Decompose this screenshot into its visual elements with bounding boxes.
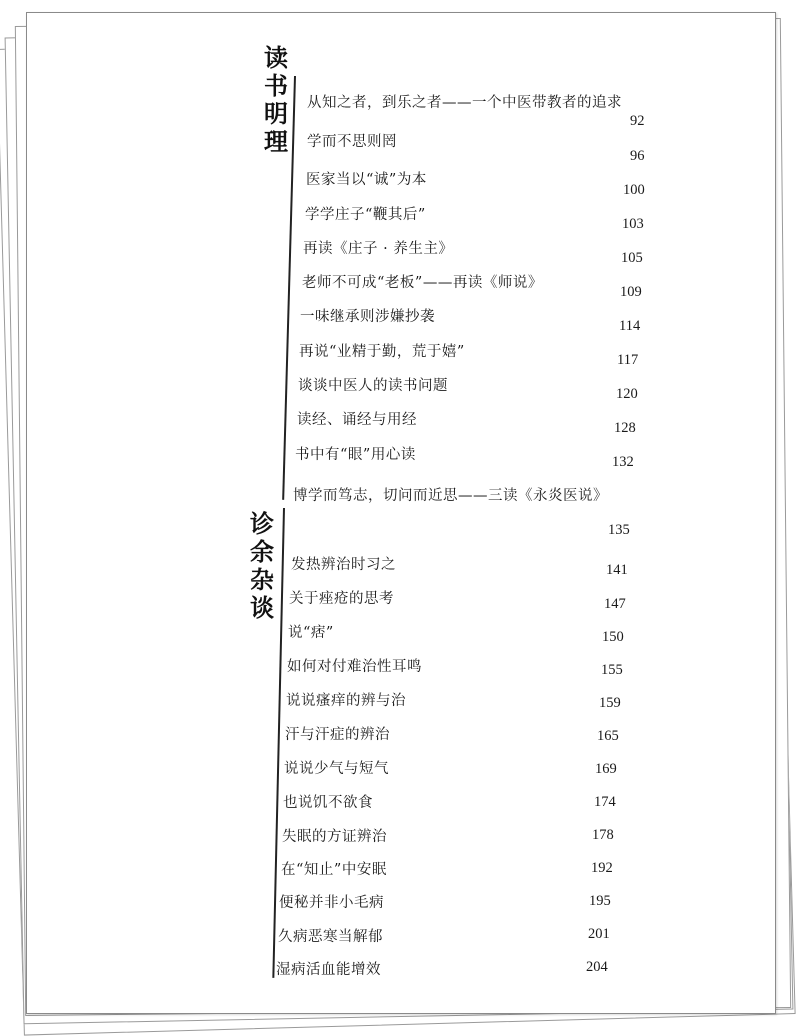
section-title (262, 44, 290, 156)
toc-entry-title[interactable]: 说“痞” (288, 625, 334, 641)
toc-entry-title[interactable]: 失眠的方证辨治 (282, 829, 387, 845)
toc-entry-page[interactable]: 100 (623, 182, 645, 198)
toc-entry-title[interactable]: 博学而笃志，切问而近思——三读《永炎医说》 (293, 488, 608, 504)
toc-entry-page[interactable]: 192 (591, 860, 613, 876)
toc-entry-title[interactable]: 一味继承则涉嫌抄袭 (300, 309, 435, 325)
section-title-char: 书 (264, 71, 288, 100)
toc-entry-title[interactable]: 从知之者，到乐之者——一个中医带教者的追求 (307, 95, 622, 111)
toc-entry-title[interactable]: 医家当以“诚”为本 (306, 172, 427, 188)
toc-entry-page[interactable]: 109 (620, 284, 642, 300)
toc-entry-title[interactable]: 再说“业精于勤，荒于嬉” (299, 344, 465, 360)
toc-entry-title[interactable]: 读经、诵经与用经 (297, 412, 417, 428)
toc-entry-title[interactable]: 关于痤疮的思考 (289, 591, 394, 607)
toc-entry-page[interactable]: 132 (612, 454, 634, 470)
toc-entry-page[interactable]: 117 (617, 352, 639, 368)
section-title-char: 谈 (250, 593, 274, 622)
toc-entry-page[interactable]: 114 (619, 318, 641, 334)
toc-entry-title[interactable]: 便秘并非小毛病 (279, 895, 384, 911)
section-title (248, 510, 276, 622)
toc-entry-title[interactable]: 老师不可成“老板”——再读《师说》 (302, 275, 543, 291)
toc-entry-page[interactable]: 147 (604, 596, 626, 612)
toc-entry-title[interactable]: 再读《庄子 · 养生主》 (303, 241, 454, 257)
toc-entry-title[interactable]: 如何对付难治性耳鸣 (287, 659, 422, 675)
section-title-char: 余 (250, 537, 274, 566)
toc-entry-page[interactable]: 159 (599, 695, 621, 711)
section-title-char: 明 (264, 99, 288, 128)
toc-entry-title[interactable]: 学而不思则罔 (307, 134, 397, 150)
toc-entry-title[interactable]: 发热辨治时习之 (291, 557, 396, 573)
toc-entry-page[interactable]: 178 (592, 827, 614, 843)
section-title-char: 诊 (250, 509, 274, 538)
toc-entry-page[interactable]: 204 (586, 959, 608, 975)
toc-entry-page[interactable]: 141 (606, 562, 628, 578)
toc-entry-page[interactable]: 165 (597, 728, 619, 744)
toc-entry-title[interactable]: 久病恶寒当解郁 (278, 929, 383, 945)
section-title-char: 理 (264, 127, 288, 156)
toc-entry-title[interactable]: 说说瘙痒的辨与治 (286, 693, 406, 709)
toc-entry-title[interactable]: 湿病活血能增效 (276, 962, 381, 978)
toc-entry-title[interactable]: 说说少气与短气 (284, 761, 389, 777)
toc-entry-title[interactable]: 也说饥不欲食 (283, 795, 373, 811)
toc-entry-title[interactable]: 在“知止”中安眠 (281, 862, 387, 878)
toc-entry-page[interactable]: 169 (595, 761, 617, 777)
toc-entry-page[interactable]: 135 (608, 522, 630, 538)
toc-entry-page[interactable]: 150 (602, 629, 624, 645)
toc-entry-page[interactable]: 120 (616, 386, 638, 402)
toc-entry-page[interactable]: 201 (588, 926, 610, 942)
section-title-char: 杂 (250, 565, 274, 594)
toc-entry-title[interactable]: 汗与汗症的辨治 (285, 727, 390, 743)
toc-entry-page[interactable]: 174 (594, 794, 616, 810)
toc-entry-page[interactable]: 92 (630, 113, 645, 129)
toc-entry-page[interactable]: 105 (621, 250, 643, 266)
toc-entry-page[interactable]: 195 (589, 893, 611, 909)
toc-entry-page[interactable]: 128 (614, 420, 636, 436)
section-title-char: 读 (264, 43, 288, 72)
toc-entry-title[interactable]: 书中有“眼”用心读 (295, 447, 416, 463)
toc-entry-title[interactable]: 谈谈中医人的读书问题 (298, 378, 448, 394)
toc-entry-page[interactable]: 96 (630, 148, 645, 164)
toc-entry-page[interactable]: 103 (622, 216, 644, 232)
toc-entry-title[interactable]: 学学庄子“鞭其后” (305, 207, 426, 223)
toc-entry-page[interactable]: 155 (601, 662, 623, 678)
